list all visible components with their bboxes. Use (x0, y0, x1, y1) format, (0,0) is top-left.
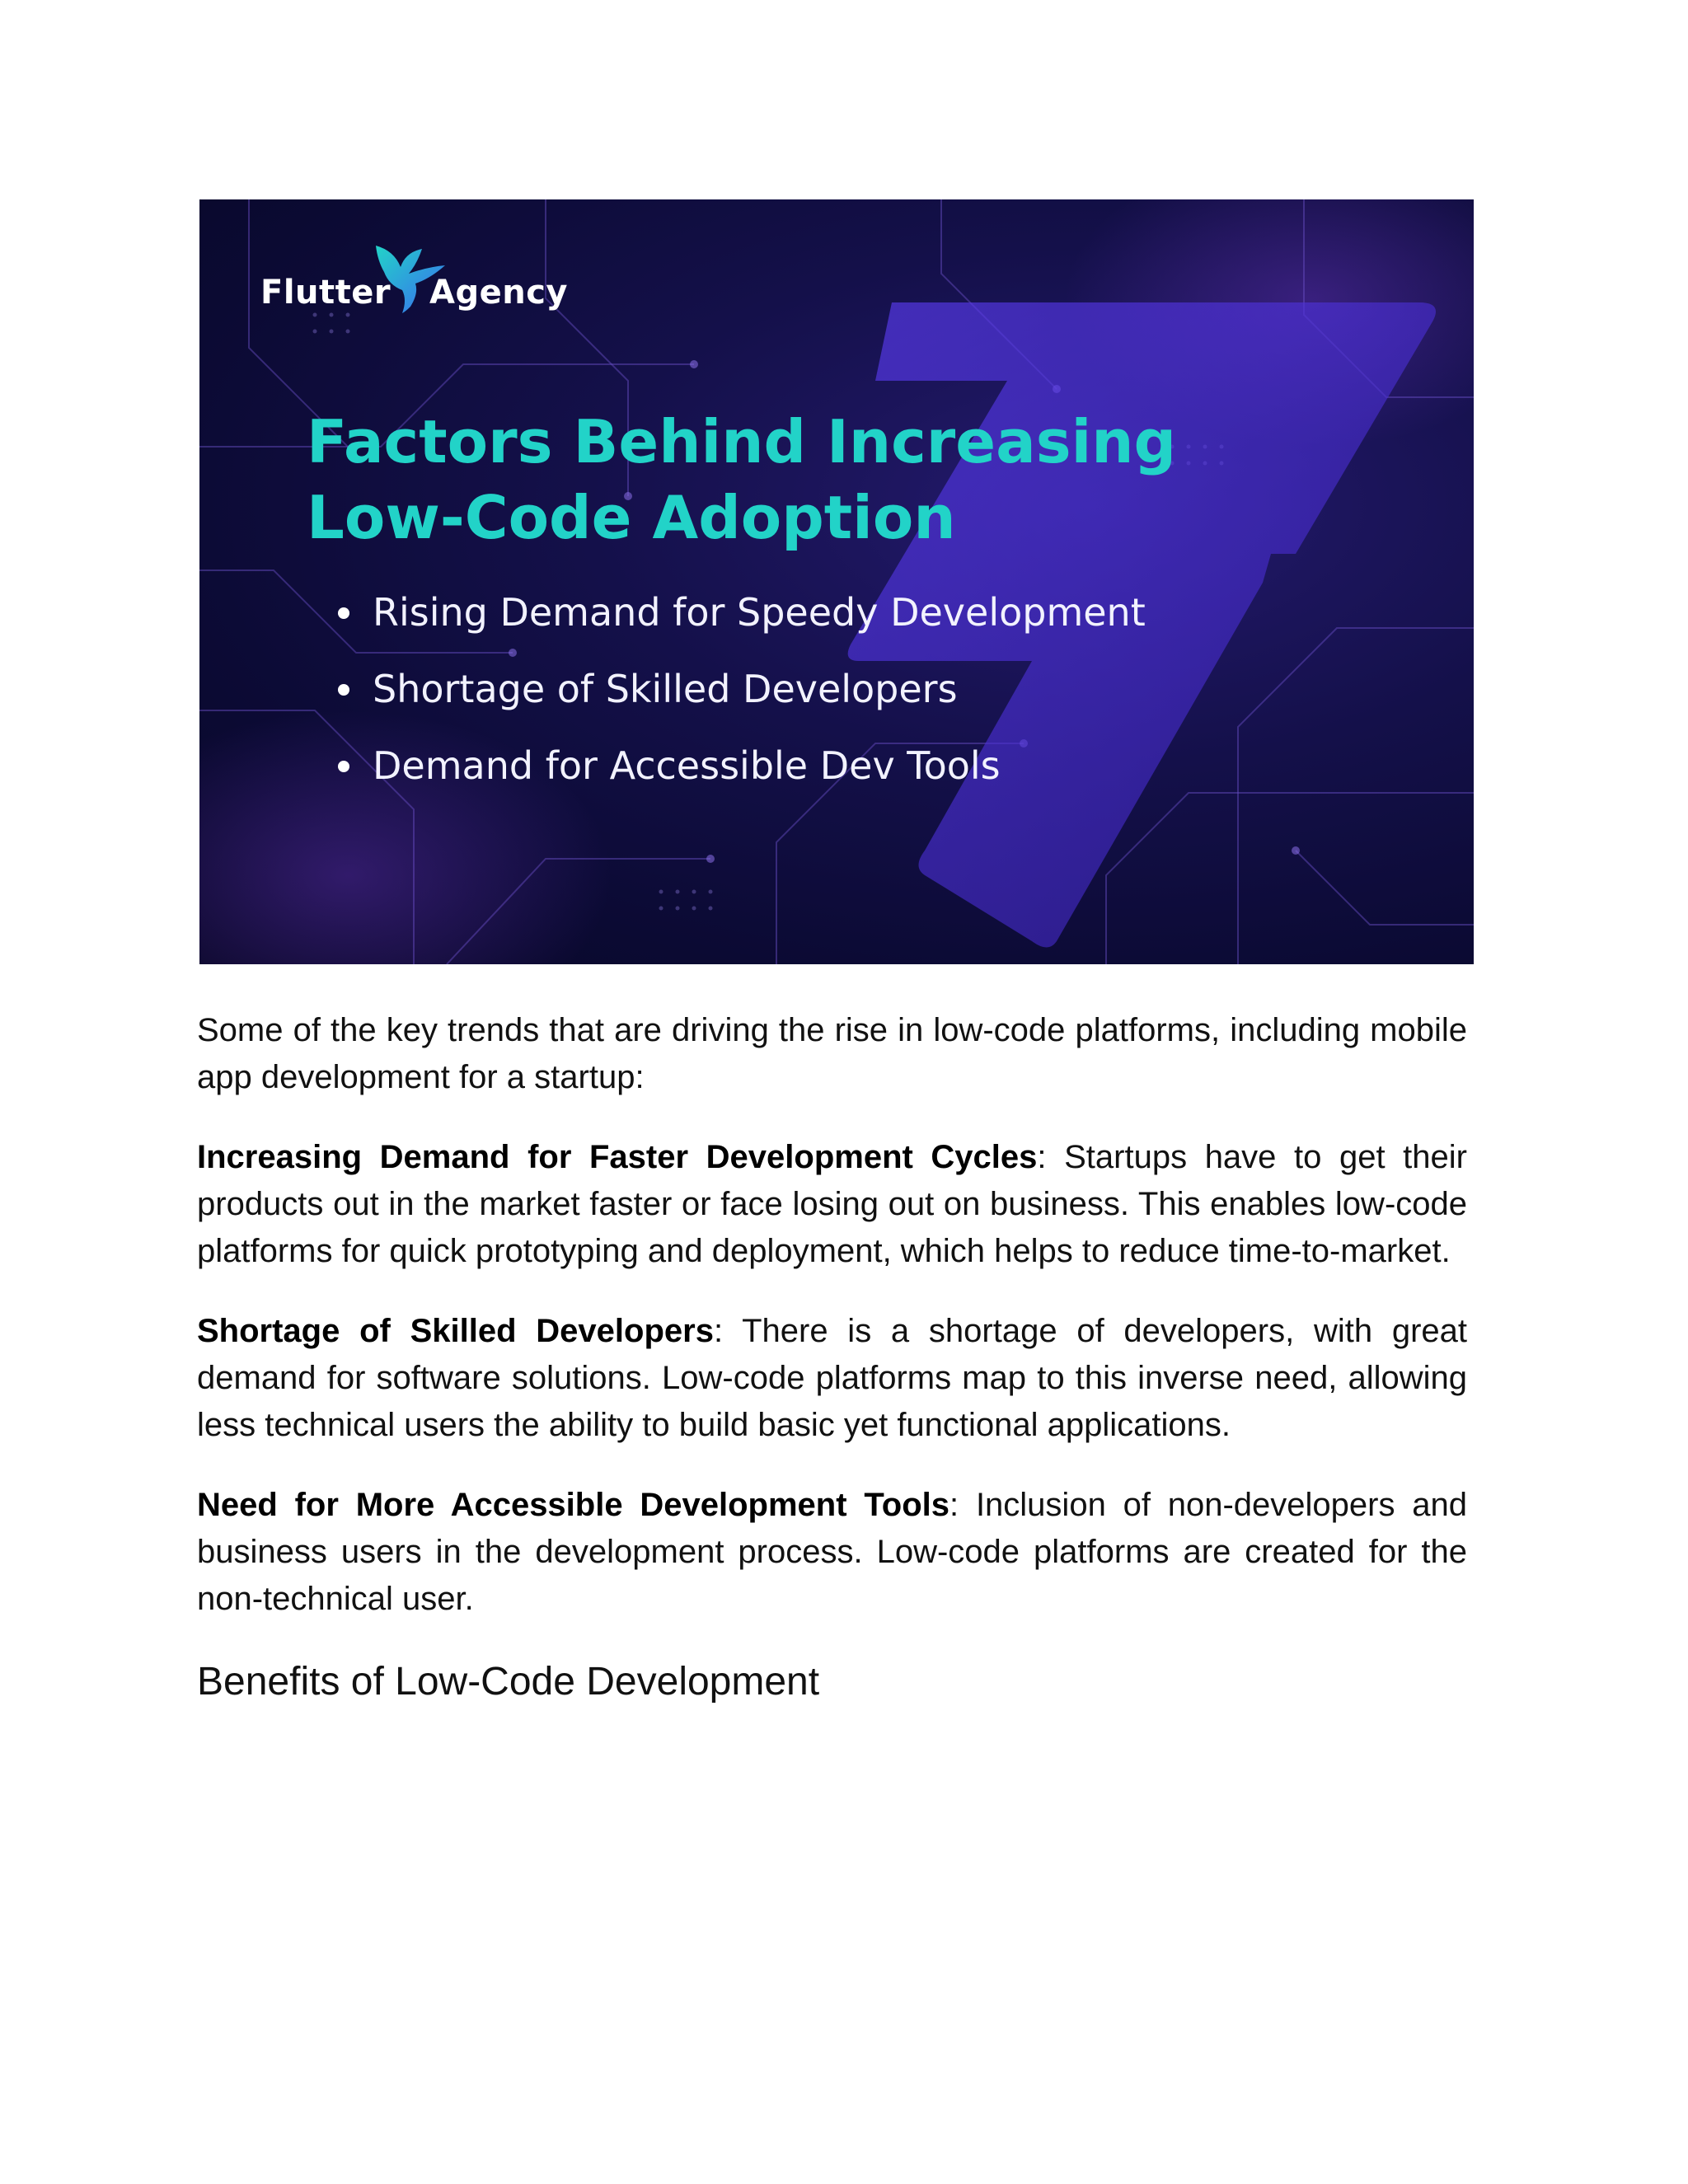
section-heading: Benefits of Low-Code Development (197, 1660, 820, 1704)
point-text: Startups have to get their products out in the market faster or face losing out on business. This enables low-code platforms for quick prototyping and deployment, which helps to reduce time-to-market. (197, 1139, 1467, 1269)
point-paragraph-accessible-tools (197, 1482, 1467, 1623)
point-term: Increasing Demand for Faster Development Cycles (197, 1139, 1038, 1175)
logo-word-flutter: Flutter (260, 274, 392, 312)
banner-title-line-2: Low-Code Adoption (307, 483, 956, 552)
hero-banner-image (199, 199, 1474, 964)
banner-title (307, 404, 1296, 555)
article-body (197, 1007, 1467, 1708)
banner-bullet-item: Shortage of Skilled Developers (338, 651, 1146, 728)
point-paragraph-faster-cycles (197, 1134, 1467, 1275)
point-text: Inclusion of non-developers and business users in the development process. Low-code platforms are created for the non-technical user. (197, 1487, 1468, 1617)
flutter-agency-logo (260, 242, 607, 316)
intro-paragraph: Some of the key trends that are driving the rise in low-code platforms, including mobile app development for a startup: (197, 1012, 1467, 1095)
banner-bullet-list (338, 574, 1146, 804)
banner-title-line-1: Factors Behind Increasing (307, 407, 1177, 476)
point-term: Shortage of Skilled Developers (197, 1313, 714, 1349)
point-separator: : (950, 1487, 959, 1523)
banner-bullet-item: Demand for Accessible Dev Tools (338, 728, 1146, 804)
point-separator: : (713, 1313, 724, 1349)
banner-bullet-item: Rising Demand for Speedy Development (338, 574, 1146, 651)
point-term: Need for More Accessible Development Tools (197, 1487, 950, 1523)
point-text: There is a shortage of developers, with great demand for software solutions. Low-code platforms map to this inverse need, allowing less technical users the ability to build basic yet functional applications. (197, 1313, 1467, 1443)
logo-word-agency: Agency (429, 274, 568, 312)
point-paragraph-skilled-developers (197, 1308, 1467, 1449)
point-separator: : (1037, 1139, 1047, 1175)
